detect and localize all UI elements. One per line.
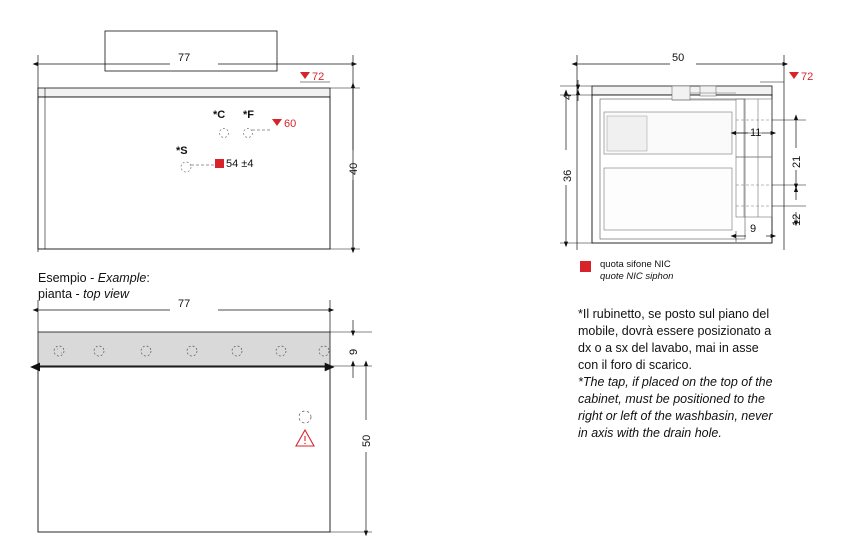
note-en-2: cabinet, must be positioned to the bbox=[578, 392, 765, 406]
caption-esempio: Esempio - bbox=[38, 271, 98, 285]
triangle-marker-icon bbox=[789, 72, 799, 79]
top-width-dim: 77 bbox=[178, 298, 191, 310]
side-inner-dim-11: 11 bbox=[750, 127, 762, 139]
legend-text bbox=[600, 259, 673, 282]
triangle-marker-icon bbox=[272, 119, 282, 126]
front-drain-dim: 54 ±4 bbox=[215, 158, 253, 170]
side-width-dim: 50 bbox=[672, 52, 685, 64]
note-it-4: con il foro di scarico. bbox=[578, 358, 692, 372]
note-en-4: in axis with the drain hole. bbox=[578, 426, 722, 440]
side-top-marker: 72 bbox=[789, 71, 813, 83]
note-it-1: *Il rubinetto, se posto sul piano del bbox=[578, 307, 770, 321]
caption-example: Example bbox=[97, 271, 147, 285]
side-right-dim-21: 21 bbox=[791, 155, 803, 168]
top-view-caption bbox=[38, 270, 150, 302]
front-height-dim: 40 bbox=[348, 162, 360, 175]
label-hot-water: *F bbox=[243, 109, 254, 121]
side-top-gap-dim: 4 bbox=[562, 93, 574, 100]
legend-line-en: quote NIC siphon bbox=[600, 270, 674, 282]
top-depth-dim: 50 bbox=[361, 434, 373, 447]
label-cold-water: *C bbox=[213, 109, 226, 121]
siphon-swatch-icon bbox=[215, 159, 224, 168]
legend-swatch-icon bbox=[580, 261, 591, 272]
triangle-marker-icon bbox=[300, 72, 310, 79]
label-drain: *S bbox=[176, 145, 188, 157]
side-bottom-dim-9: 9 bbox=[750, 223, 757, 235]
caption-colon: : bbox=[146, 271, 150, 285]
side-right-dim-12: 12 bbox=[791, 213, 803, 226]
note-it-3: dx o a sx del lavabo, mai in asse bbox=[578, 341, 759, 355]
caption-topview: top view bbox=[83, 287, 130, 301]
top-strip-dim: 9 bbox=[348, 348, 360, 355]
note-en-1: *The tap, if placed on the top of the bbox=[578, 375, 773, 389]
front-top-marker: 72 bbox=[300, 71, 324, 83]
legend-line-it: quota sifone NIC bbox=[600, 259, 671, 270]
note-en-3: right or left of the washbasin, never bbox=[578, 409, 773, 423]
note-block bbox=[578, 306, 810, 442]
caption-pianta: pianta - bbox=[38, 287, 84, 301]
front-width-dim: 77 bbox=[178, 52, 191, 64]
note-it-2: mobile, dovrà essere posizionato a bbox=[578, 324, 772, 338]
front-cf-marker: 60 bbox=[272, 118, 296, 130]
side-height-dim: 36 bbox=[562, 169, 574, 182]
